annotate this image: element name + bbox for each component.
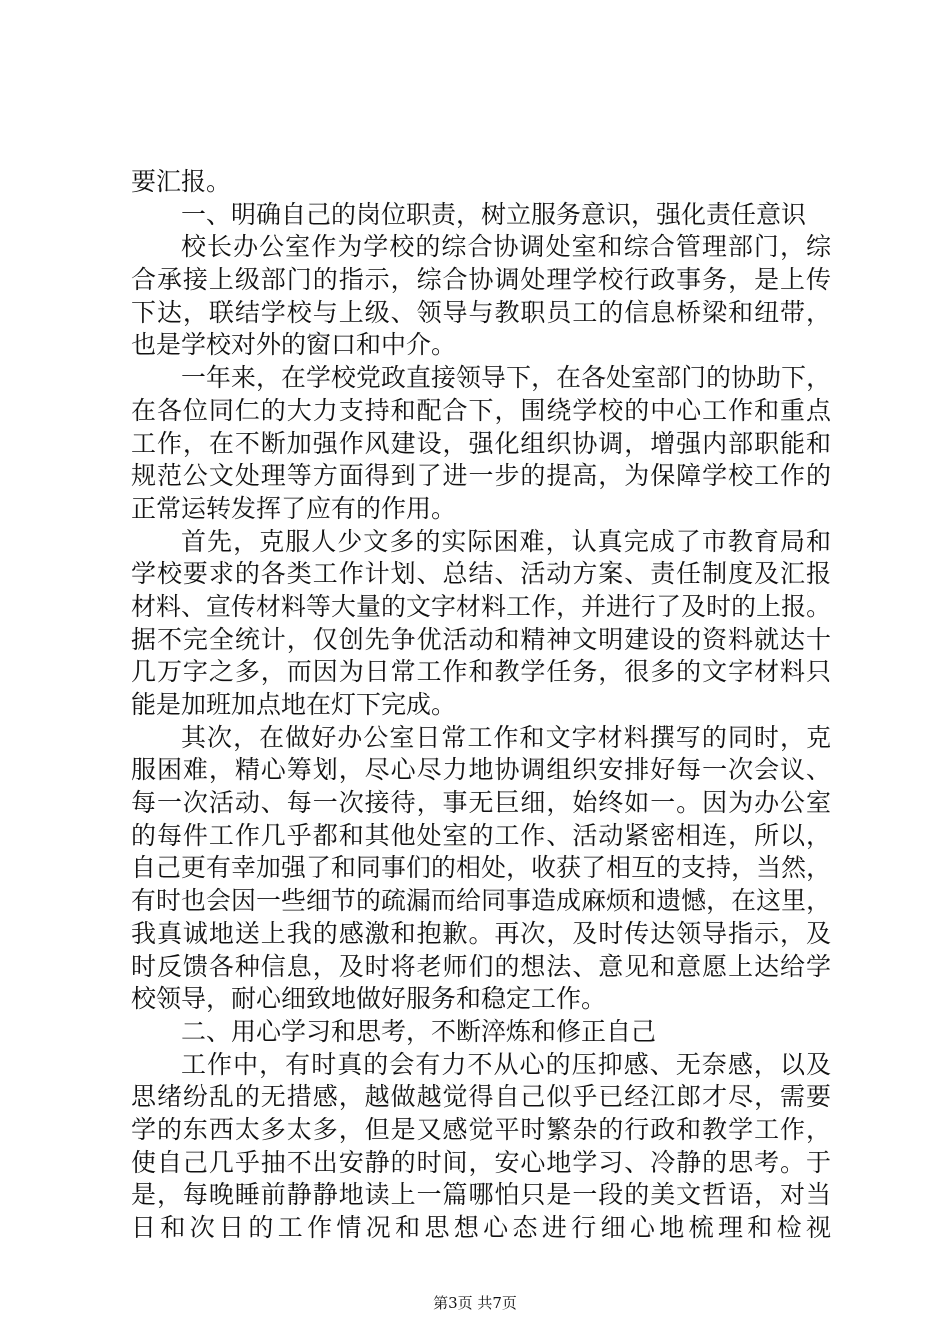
text-line: 下达，联结学校与上级、领导与教职员工的信息桥梁和纽带，	[131, 297, 831, 327]
text-line: 是，每晚睡前静静地读上一篇哪怕只是一段的美文哲语，对当	[131, 1180, 831, 1210]
text-line: 正常运转发挥了应有的作用。	[131, 493, 457, 523]
text-line: 在各位同仁的大力支持和配合下，围绕学校的中心工作和重点	[131, 395, 831, 425]
text-line: 有时也会因一些细节的疏漏而给同事造成麻烦和遗憾，在这里，	[131, 886, 831, 916]
text-line: 规范公文处理等方面得到了进一步的提高，为保障学校工作的	[131, 461, 831, 491]
text-line: 也是学校对外的窗口和中介。	[131, 330, 457, 360]
text-line: 校领导，耐心细致地做好服务和稳定工作。	[131, 984, 607, 1014]
text-line: 工作，在不断加强作风建设，强化组织协调，增强内部职能和	[131, 428, 831, 458]
text-line: 要汇报。	[131, 167, 232, 196]
text-line: 我真诚地送上我的感激和抱歉。再次，及时传达领导指示，及	[131, 918, 831, 948]
page-number-footer: 第3页 共7页	[433, 1294, 517, 1312]
text-line: 每一次活动、每一次接待，事无巨细，始终如一。因为办公室	[131, 788, 831, 818]
text-line: 其次，在做好办公室日常工作和文字材料撰写的同时，克	[181, 722, 831, 752]
text-line: 校长办公室作为学校的综合协调处室和综合管理部门，综	[181, 232, 831, 262]
text-line: 服困难，精心筹划，尽心尽力地协调组织安排好每一次会议、	[131, 755, 831, 785]
text-line: 一年来，在学校党政直接领导下，在各处室部门的协助下，	[181, 363, 831, 393]
text-line: 二、用心学习和思考，不断淬炼和修正自己	[181, 1016, 657, 1046]
text-line: 几万字之多，而因为日常工作和教学任务，很多的文字材料只	[131, 657, 831, 687]
text-line: 的每件工作几乎都和其他处室的工作、活动紧密相连，所以，	[131, 820, 831, 850]
text-line: 材料、宣传材料等大量的文字材料工作，并进行了及时的上报。	[131, 591, 831, 621]
text-line: 自己更有幸加强了和同事们的相处，收获了相互的支持，当然，	[131, 853, 831, 883]
text-line: 能是加班加点地在灯下完成。	[131, 690, 457, 719]
text-line: 学的东西太多太多，但是又感觉平时繁杂的行政和教学工作，	[131, 1114, 831, 1144]
text-line: 工作中，有时真的会有力不从心的压抑感、无奈感，以及	[181, 1049, 831, 1079]
text-line: 合承接上级部门的指示，综合协调处理学校行政事务，是上传	[131, 265, 831, 295]
document-body	[131, 166, 831, 1245]
text-line: 首先，克服人少文多的实际困难，认真完成了市教育局和	[181, 526, 831, 556]
text-line: 时反馈各种信息，及时将老师们的想法、意见和意愿上达给学	[131, 951, 831, 981]
text-line: 据不完全统计，仅创先争优活动和精神文明建设的资料就达十	[131, 624, 831, 654]
text-line: 学校要求的各类工作计划、总结、活动方案、责任制度及汇报	[131, 559, 831, 589]
text-line: 使自己几乎抽不出安静的时间，安心地学习、冷静的思考。于	[131, 1147, 831, 1177]
text-line: 日和次日的工作情况和思想心态进行细心地梳理和检视	[131, 1213, 831, 1242]
text-line: 一、明确自己的岗位职责，树立服务意识，强化责任意识	[181, 199, 807, 229]
text-line: 思绪纷乱的无措感，越做越觉得自己似乎已经江郎才尽，需要	[131, 1082, 831, 1112]
